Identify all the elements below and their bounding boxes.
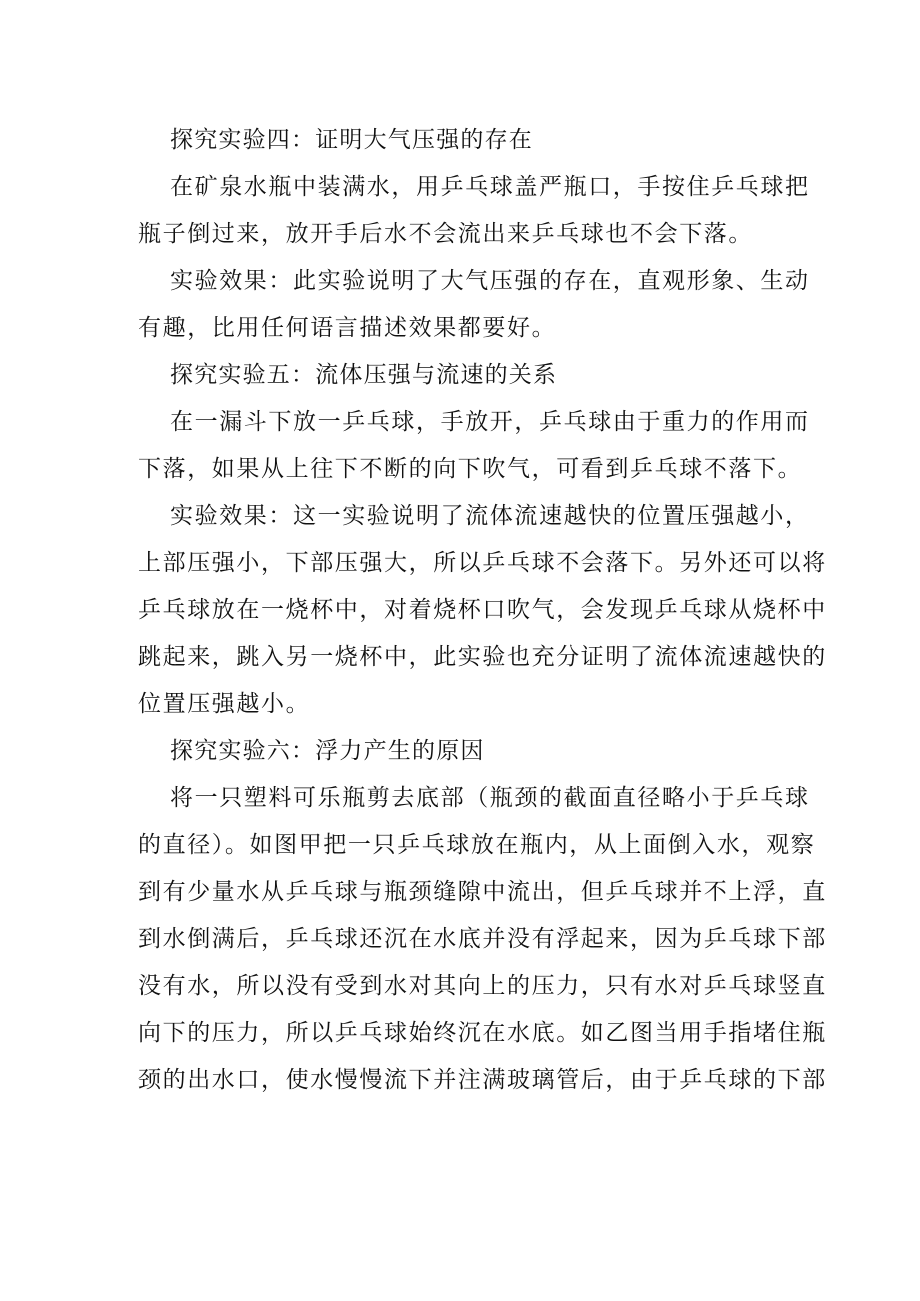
paragraph-line: 颈的出水口，使水慢慢流下并注满玻璃管后，由于乒乓球的下部 xyxy=(138,1067,827,1093)
paragraph-line: 将一只塑料可乐瓶剪去底部（瓶颈的截面直径略小于乒乓球 xyxy=(170,785,810,811)
paragraph-line: 在矿泉水瓶中装满水，用乒乓球盖严瓶口，手按住乒乓球把 xyxy=(170,174,810,200)
paragraph-line: 位置压强越小。 xyxy=(138,691,311,717)
heading-experiment-5: 探究实验五：流体压强与流速的关系 xyxy=(170,362,558,388)
document-page xyxy=(138,117,827,1104)
paragraph-line: 到有少量水从乒乓球与瓶颈缝隙中流出，但乒乓球并不上浮，直 xyxy=(138,879,827,905)
paragraph-line: 下落，如果从上往下不断的向下吹气，可看到乒乓球不落下。 xyxy=(138,456,803,482)
paragraph-line: 跳起来，跳入另一烧杯中，此实验也充分证明了流体流速越快的 xyxy=(138,644,827,670)
paragraph-line: 到水倒满后，乒乓球还沉在水底并没有浮起来，因为乒乓球下部 xyxy=(138,926,827,952)
paragraph-line: 实验效果：此实验说明了大气压强的存在，直观形象、生动 xyxy=(170,268,810,294)
paragraph-line: 实验效果：这一实验说明了流体流速越快的位置压强越小， xyxy=(170,503,810,529)
paragraph-line: 有趣，比用任何语言描述效果都要好。 xyxy=(138,315,557,341)
heading-experiment-6: 探究实验六：浮力产生的原因 xyxy=(170,738,485,764)
paragraph-line: 在一漏斗下放一乒乓球，手放开，乒乓球由于重力的作用而 xyxy=(170,409,810,435)
paragraph-line: 上部压强小，下部压强大，所以乒乓球不会落下。另外还可以将 xyxy=(138,550,827,576)
paragraph-line: 向下的压力，所以乒乓球始终沉在水底。如乙图当用手指堵住瓶 xyxy=(138,1020,827,1046)
paragraph-line: 乒乓球放在一烧杯中，对着烧杯口吹气，会发现乒乓球从烧杯中 xyxy=(138,597,827,623)
heading-experiment-4: 探究实验四：证明大气压强的存在 xyxy=(170,127,533,153)
paragraph-line: 的直径）。如图甲把一只乒乓球放在瓶内，从上面倒入水，观察 xyxy=(138,832,816,858)
paragraph-line: 没有水，所以没有受到水对其向上的压力，只有水对乒乓球竖直 xyxy=(138,973,827,999)
paragraph-line: 瓶子倒过来，放开手后水不会流出来乒乓球也不会下落。 xyxy=(138,221,753,247)
